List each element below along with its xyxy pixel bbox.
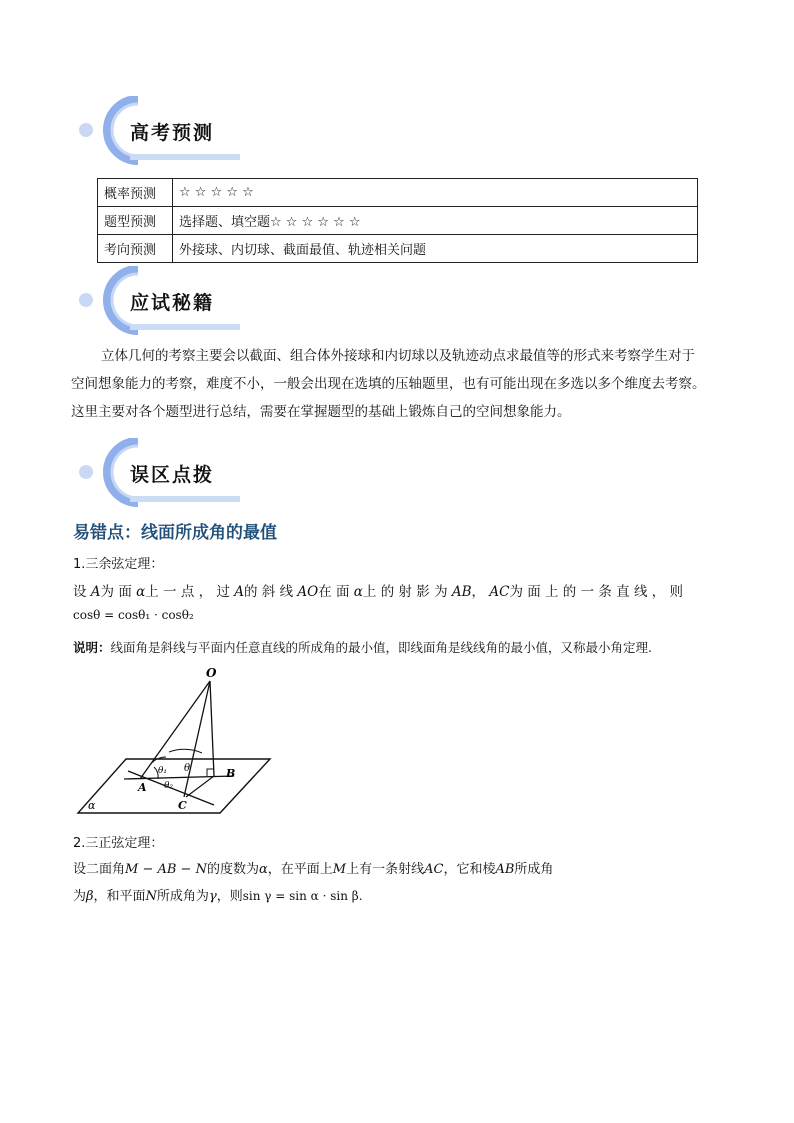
line-BC — [186, 776, 214, 797]
math: AC — [489, 584, 510, 600]
label-B: B — [226, 767, 236, 780]
plane-alpha — [78, 759, 270, 813]
theorem2-heading: 2.三正弦定理： — [73, 836, 164, 851]
paragraph-line: 这里主要对各个题型进行总结，需要在掌握题型的基础上锻炼自己的空间想象能力。 — [71, 404, 571, 420]
label-theta1: θ₁ — [158, 766, 168, 776]
section-header-tips — [78, 266, 248, 336]
theorem1-heading: 1.三余弦定理： — [73, 557, 164, 572]
table-cell-value: ☆ ☆ ☆ ☆ ☆ — [173, 179, 698, 207]
text: ，则 — [216, 889, 243, 904]
theorem1-statement — [73, 580, 683, 600]
note-text: 线面角是斜线与平面内任意直线的所成角的最小值，即线面角是线线角的最小值，又称最小角定理. — [110, 640, 652, 655]
text: 为 面 上 的 一 条 直 线 ， 则 — [509, 584, 684, 600]
text: ，和平面 — [93, 889, 146, 904]
math: M — [332, 862, 347, 877]
math: N — [145, 889, 157, 904]
label-alpha: α — [88, 799, 96, 812]
pitfall-title: 易错点：线面所成角的最值 — [73, 523, 277, 543]
math: β — [86, 889, 94, 904]
math: α — [353, 584, 363, 600]
math: A — [234, 584, 244, 600]
theorem2-line2 — [73, 885, 363, 904]
text: ， — [471, 584, 490, 600]
text: ，在平面上 — [267, 862, 333, 877]
math: γ — [208, 889, 217, 904]
math: AO — [297, 584, 319, 600]
math: M − AB − N — [125, 862, 207, 877]
table-row — [98, 235, 698, 263]
text: 上 一 点 ， 过 — [145, 584, 235, 600]
table-cell-label: 概率预测 — [98, 179, 173, 207]
section-title: 高考预测 — [130, 122, 215, 144]
table-cell-label: 考向预测 — [98, 235, 173, 263]
math: AC — [424, 862, 444, 877]
label-theta2: θ₂ — [164, 781, 174, 791]
right-angle-mark — [207, 769, 214, 776]
math: α — [136, 584, 146, 600]
theorem2-formula: sin γ = sin α · sin β. — [242, 889, 363, 903]
arc-theta — [169, 749, 202, 753]
math: AB — [451, 584, 472, 600]
table-cell-value: 外接球、内切球、截面最值、轨迹相关问题 — [173, 235, 698, 263]
table-row — [98, 179, 698, 207]
text: 为 — [73, 889, 87, 904]
table-cell-label: 题型预测 — [98, 207, 173, 235]
paragraph-line: 空间想象能力的考察，难度不小，一般会出现在选填的压轴题里，也有可能出现在多选以多个维度去考察。 — [71, 376, 706, 392]
text: 的 斜 线 — [243, 584, 298, 600]
text: 设 — [73, 584, 91, 600]
section-header-prediction — [78, 96, 248, 166]
label-theta: θ — [184, 763, 191, 774]
three-cosine-figure — [74, 667, 274, 817]
tips-paragraph — [71, 342, 735, 426]
section-title: 误区点拨 — [130, 464, 215, 486]
text: 上有一条射线 — [346, 862, 425, 877]
label-C: C — [178, 799, 187, 812]
math: A — [90, 584, 101, 600]
note-label: 说明： — [73, 640, 111, 655]
text: ，它和棱 — [443, 862, 496, 877]
text: 在 面 — [318, 584, 354, 600]
text: 的度数为 — [206, 862, 259, 877]
label-A: A — [138, 781, 147, 794]
text: 所成角为 — [156, 889, 209, 904]
text: 设二面角 — [73, 862, 126, 877]
prediction-table — [97, 178, 698, 263]
math: AB — [495, 862, 515, 877]
text: 上 的 射 影 为 — [362, 584, 452, 600]
table-row — [98, 207, 698, 235]
theorem1-note — [73, 638, 652, 656]
theorem1-formula: cosθ = cosθ₁ · cosθ₂ — [73, 608, 194, 622]
text: 所成角 — [514, 862, 554, 877]
line-OB-foot — [210, 681, 214, 776]
theorem2-line1 — [73, 858, 553, 877]
table-cell-value: 选择题、填空题☆ ☆ ☆ ☆ ☆ ☆ — [173, 207, 698, 235]
paragraph-line: 立体几何的考察主要会以截面、组合体外接球和内切球以及轨迹动点求最值等的形式来考察学生对于 — [101, 348, 695, 364]
label-O: O — [206, 667, 217, 680]
section-header-pitfalls — [78, 438, 248, 508]
section-title: 应试秘籍 — [130, 292, 215, 314]
text: 为 面 — [100, 584, 137, 600]
math: α — [258, 862, 268, 877]
